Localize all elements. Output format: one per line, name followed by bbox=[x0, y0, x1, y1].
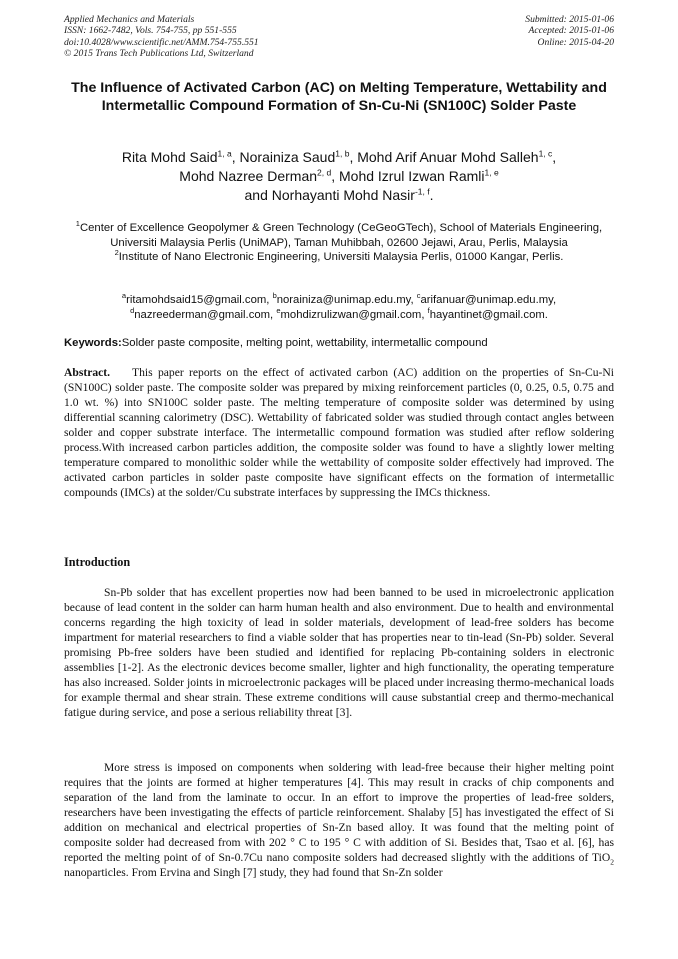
email[interactable]: $^d$nazreederman@gmail.com bbox=[130, 305, 271, 321]
author: Rita Mohd Said$^{1, a}$, bbox=[121, 148, 240, 165]
journal-name: Applied Mechanics and Materials bbox=[64, 14, 195, 25]
journal-info-header bbox=[64, 14, 259, 60]
author: Mohd Nazree Derman$^{2, d}$, bbox=[179, 167, 339, 184]
abstract-text: This paper reports on the effect of activated carbon (AC) addition on the properties of Sn-Cu-Ni (SN100C) solder paste. The composite solder was prepared by mixing reinforcement particles (0, 0.25, 0.5, 0.75 and 1.0 wt. %) into SN100C solder paste. The melting temperature of composite solder was determined by using differential scanning calorimetry (DSC). Wettability of fabricated solder was studied through contact angles between solder and copper substrate interface. The intermetallic compound formation was studied after reflow soldering process.With increased carbon particles addition, the composite solder was found to have a slightly lower melting temperature compared to monolithic solder while the wettability of composite solder effectively had improved. The activated carbon particles in solder paste composite have significant effects on the formation of intermetallic compounds (IMCs) at the solder/Cu substrate interfaces by suppressing the IMCs thickness. bbox=[64, 366, 614, 500]
email[interactable]: $^c$arifanuar@unimap.edu.my bbox=[416, 291, 553, 306]
author-emails: $^a$ritamohdsaid15@gmail.com, $^b$norainiza@unimap.edu.my, $^c$arifanuar@unimap.edu.my, $^d$nazreederman@gmail.com, $^e$mohdizrulizwan@gmail.com, $^f$hayantinet@gmail.com. bbox=[121, 291, 557, 321]
online-date: Online: 2015-04-20 bbox=[537, 36, 614, 48]
introduction-paragraph-2: More stress is imposed on components when soldering with lead-free because their higher melting point requires that the joints are formed at higher temperatures [4]. This may result in cracks of chip components and separation of the land from the laminate to occur. In an effort to improve the properties of lead-free solders, researchers have been investigating the effects of particle reinforcement. Shalaby [5] has investigated the effect of Si addition on mechanical and electrical properties of Sn-Zn based alloy. It was found that the melting point of composite solder had decreased from with 202 ° C to 195 ° C with addition of Si. Besides that, Tsao et al. [6], has reported the melting point of of Sn-0.7Cu nano composite solders had decreased slightly with the additions of TiO$_2$ nanoparticles. From Ervina and Singh [7] study, they had found that Sn-Zn solder bbox=[64, 761, 614, 880]
email[interactable]: $^a$ritamohdsaid15@gmail.com bbox=[121, 291, 267, 306]
affiliations bbox=[64, 221, 614, 265]
accepted-date: Accepted: 2015-01-06 bbox=[528, 25, 614, 37]
doi-line[interactable]: doi:10.4028/www.scientific.net/AMM.754-755.551 bbox=[64, 36, 259, 48]
email[interactable]: $^e$mohdizrulizwan@gmail.com bbox=[276, 305, 422, 321]
publication-dates-header bbox=[525, 14, 614, 48]
abstract-label: Abstract. bbox=[64, 366, 111, 379]
introduction-heading: Introduction bbox=[64, 555, 131, 569]
author-list bbox=[64, 148, 614, 205]
affiliation-2: $^2$Institute of Nano Electronic Engineering, Universiti Malaysia Perlis, 01000 Kangar, Perlis. bbox=[114, 248, 564, 263]
author: Mohd Izrul Izwan Ramli$^{1, e}$ bbox=[339, 167, 499, 184]
author: Norainiza Saud$^{1, b}$, bbox=[239, 148, 358, 165]
author: and Norhayanti Mohd Nasir$^{-1, f}$. bbox=[244, 186, 434, 203]
abstract bbox=[64, 365, 614, 500]
keywords bbox=[64, 336, 614, 350]
email[interactable]: $^b$norainiza@unimap.edu.my bbox=[272, 291, 411, 306]
paper-title: The Influence of Activated Carbon (AC) on Melting Temperature, Wettability and Intermetallic Compound Formation of Sn-Cu-Ni (SN100C) Solder Paste bbox=[71, 80, 607, 114]
keywords-label: Keywords: bbox=[64, 337, 122, 349]
author: Mohd Arif Anuar Mohd Salleh$^{1, c}$, bbox=[357, 148, 557, 165]
introduction-paragraph-1: Sn-Pb solder that has excellent properties now had been banned to be used in microelectronic application because of lead content in the solder can harm human health and also environment. Due to health and environmental concerns regarding the high toxicity of lead in solder materials, development of lead-free solders has become impartment for material researchers to find a viable solder that has properties near to tin-lead (Sn-Pb) solder. Several promising Pb-free solders have been studied and identified for replacing Pb-containing solders in electronic assemblies [1-2]. As the electronic devices become smaller, lighter and high functionality, the operating temperature has also increased. Solder joints in microelectronic packages will be placed under increasing thermo-mechanical loads for example thermal and shear strain. These extreme conditions will cause substantial creep and thermo-mechanical fatigue during service, and pose a serious reliability threat [3]. bbox=[64, 586, 614, 720]
submitted-date: Submitted: 2015-01-06 bbox=[525, 14, 614, 25]
affiliation-1: $^1$Center of Excellence Geopolymer & Green Technology (CeGeoGTech), School of Materials Engineering, Universiti Malaysia Perlis (UniMAP), Taman Muhibbah, 02600 Jejawi, Arau, Perlis, Malaysia bbox=[75, 219, 603, 249]
email[interactable]: $^f$hayantinet@gmail.com bbox=[427, 305, 545, 321]
issn-line: ISSN: 1662-7482, Vols. 754-755, pp 551-555 bbox=[64, 25, 237, 37]
keywords-text: Solder paste composite, melting point, wettability, intermetallic compound bbox=[121, 337, 488, 349]
copyright-line: © 2015 Trans Tech Publications Ltd, Switzerland bbox=[64, 48, 254, 60]
